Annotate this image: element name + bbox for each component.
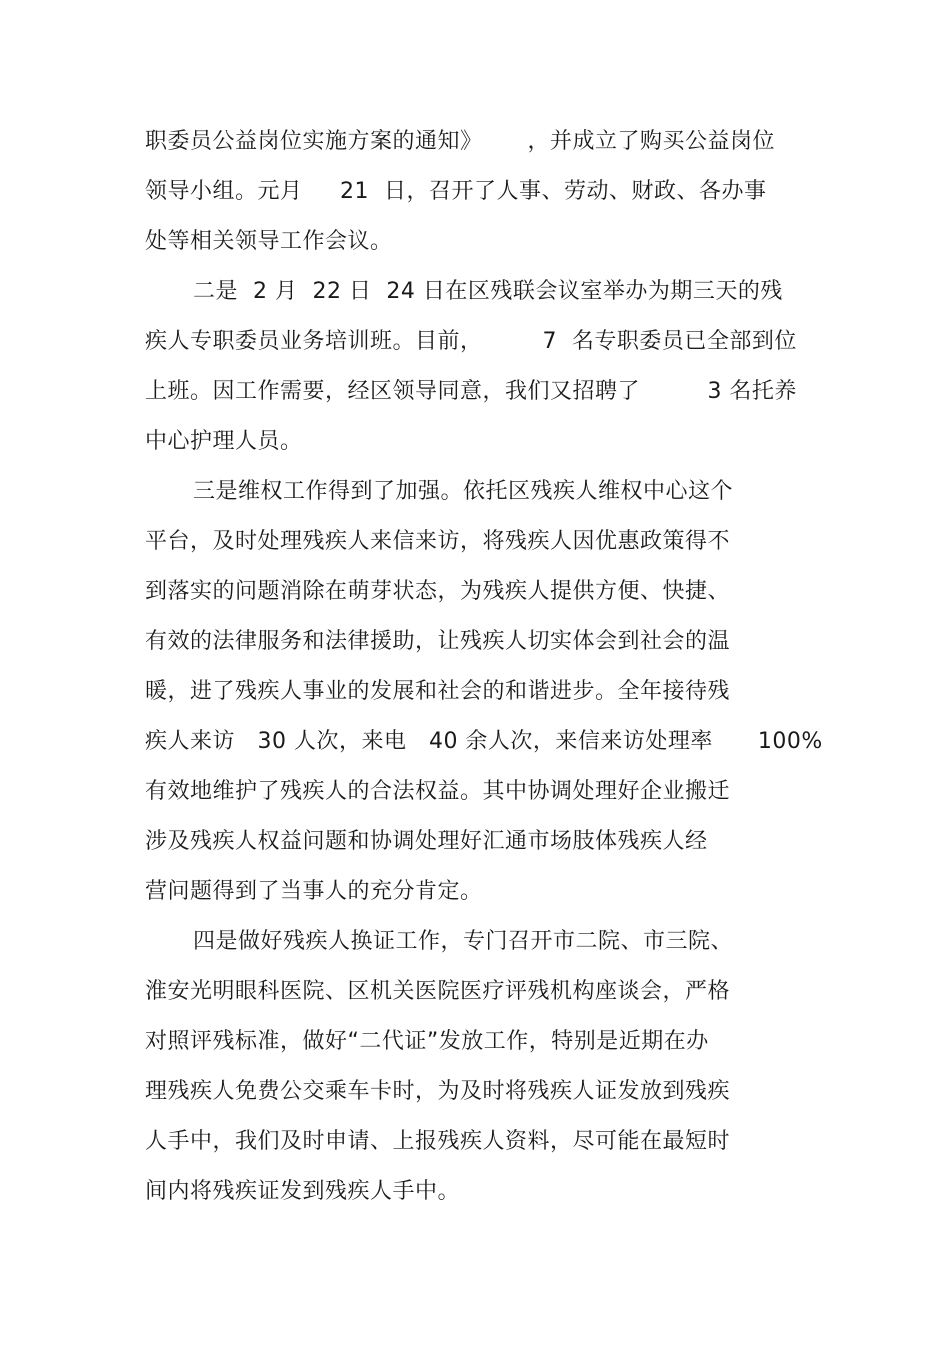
text-line: 有效地维护了残疾人的合法权益。其中协调处理好企业搬迁 — [145, 779, 731, 804]
text-line: 人手中，我们及时申请、上报残疾人资料，尽可能在最短时 — [145, 1129, 731, 1154]
text-line: 上班。因工作需要，经区领导同意，我们又招聘了 3 名托养 — [145, 379, 797, 404]
text-line: 对照评残标准，做好“二代证”发放工作，特别是近期在办 — [145, 1029, 709, 1054]
text-line: 暖，进了残疾人事业的发展和社会的和谐进步。全年接待残 — [145, 679, 731, 704]
text-line: 中心护理人员。 — [145, 429, 303, 454]
paragraph-start-line: 三是维权工作得到了加强。依托区残疾人维权中心这个 — [193, 479, 734, 504]
text-line: 理残疾人免费公交乘车卡时，为及时将残疾人证发放到残疾 — [145, 1079, 731, 1104]
text-line: 疾人专职委员业务培训班。目前， 7 名专职委员已全部到位 — [145, 329, 797, 354]
paragraph-start-line: 四是做好残疾人换证工作，专门召开市二院、市三院、 — [193, 929, 734, 954]
text-line: 领导小组。元月 21 日，召开了人事、劳动、财政、各办事 — [145, 179, 767, 204]
text-line: 涉及残疾人权益问题和协调处理好汇通市场肢体残疾人经 — [145, 829, 708, 854]
text-line: 间内将残疾证发到残疾人手中。 — [145, 1179, 461, 1204]
text-line: 有效的法律服务和法律援助，让残疾人切实体会到社会的温 — [145, 629, 731, 654]
text-line: 淮安光明眼科医院、区机关医院医疗评残机构座谈会，严格 — [145, 979, 731, 1004]
text-line: 营问题得到了当事人的充分肯定。 — [145, 879, 483, 904]
text-line: 处等相关领导工作会议。 — [145, 229, 393, 254]
text-line: 平台，及时处理残疾人来信来访，将残疾人因优惠政策得不 — [145, 529, 731, 554]
paragraph-start-line: 二是 2 月 22 日 24 日在区残联会议室举办为期三天的残 — [193, 279, 783, 304]
text-line: 职委员公益岗位实施方案的通知》 ，并成立了购买公益岗位 — [145, 129, 775, 154]
text-line: 疾人来访 30 人次，来电 40 余人次，来信来访处理率 100% — [145, 729, 823, 754]
text-line: 到落实的问题消除在萌芽状态，为残疾人提供方便、快捷、 — [145, 579, 731, 604]
